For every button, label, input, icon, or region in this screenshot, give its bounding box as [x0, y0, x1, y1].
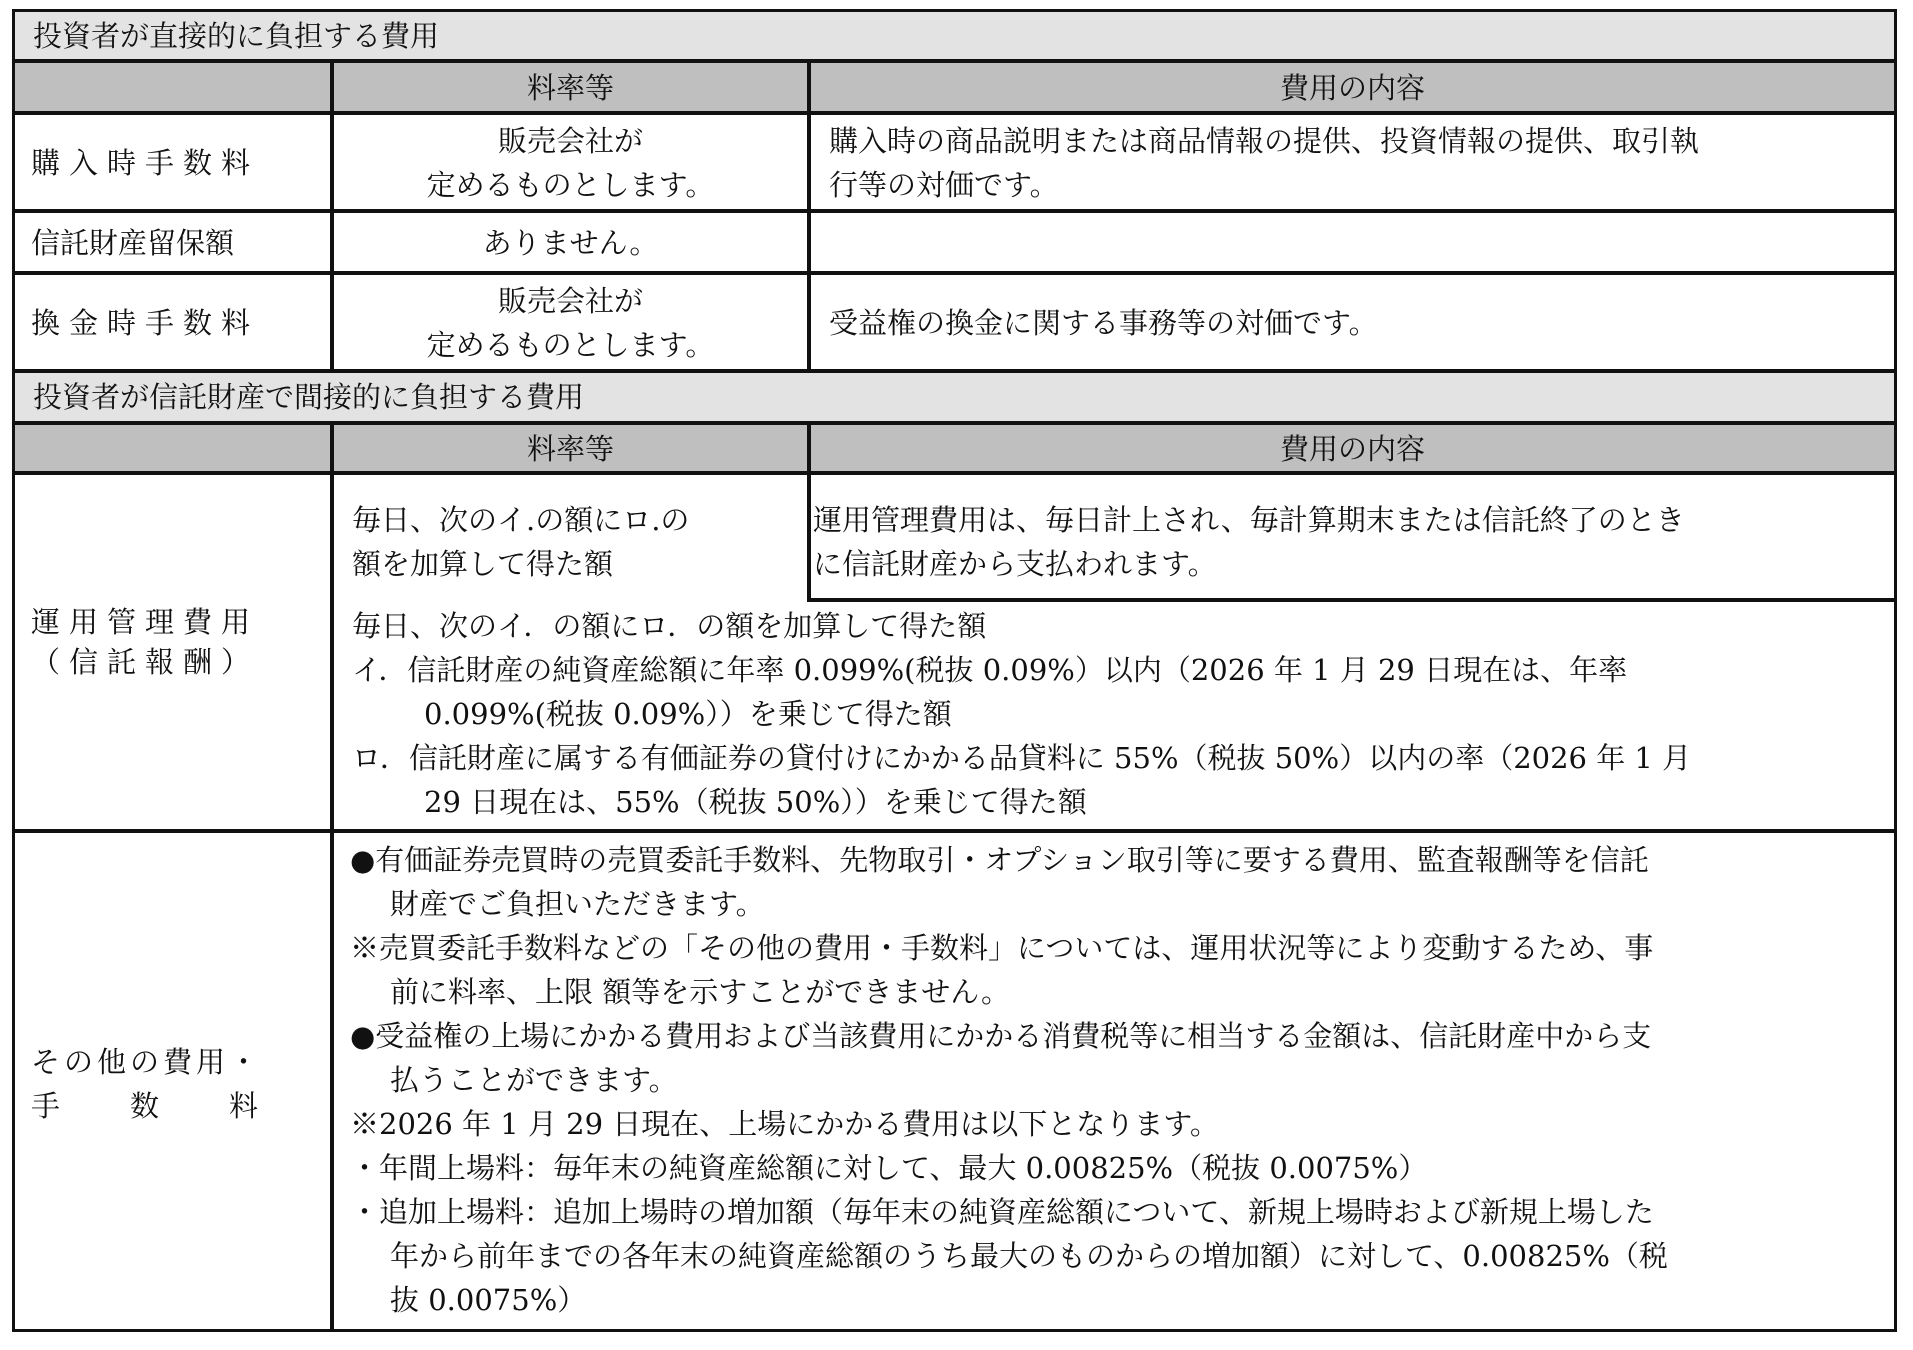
detail-intro: 毎日、次のイ．の額にロ．の額を加算して得た額	[352, 609, 987, 643]
column-header-content	[811, 63, 1894, 112]
divider	[12, 471, 1897, 475]
row-rate-purchase-fee	[334, 115, 807, 210]
content-line: 行等の対価です。	[829, 167, 1059, 202]
row-content-redemption-fee	[811, 275, 1894, 370]
column-divider	[330, 60, 334, 370]
detail-item-i: イ．信託財産の純資産総額に年率 0.099%(税抜 0.09%）以内（2026 年 1 月 29 日現在は、年率	[352, 653, 1628, 687]
content-line: に信託財産から支払われます。	[813, 547, 1217, 581]
section-header-indirect	[15, 373, 1894, 421]
other-fee-line: ・追加上場料：追加上場時の増加額（毎年末の純資産総額について、新規上場時および新規上場した	[350, 1195, 1654, 1229]
column-divider	[330, 422, 334, 1332]
rate-line: 毎日、次のイ.の額にロ.の	[352, 503, 690, 537]
rate-line: 定めるものとします。	[426, 167, 715, 202]
management-fee-detail	[334, 604, 1894, 828]
section-title-direct: 投資者が直接的に負担する費用	[33, 19, 440, 53]
column-divider	[807, 60, 811, 370]
label-text: 換金時手数料	[31, 305, 260, 340]
rate-line: 販売会社が	[497, 123, 643, 158]
content-line: 運用管理費用は、毎日計上され、毎計算期末または信託終了のとき	[813, 503, 1685, 537]
other-fee-line: 払うことができます。	[390, 1063, 678, 1097]
row-label-management-fee	[15, 600, 330, 700]
other-fee-line: ●受益権の上場にかかる費用および当該費用にかかる消費税等に相当する金額は、信託財産中から支	[350, 1019, 1652, 1053]
label-text: 信託財産留保額	[31, 225, 235, 260]
column-header-rate-label: 料率等	[526, 70, 614, 105]
rate-line: 定めるものとします。	[426, 327, 715, 362]
section-header-direct	[15, 12, 1894, 60]
column-header-content	[811, 425, 1894, 472]
column-header-rate	[334, 63, 807, 112]
row-content-other-fees	[334, 838, 1894, 1328]
row-rate-trust-reserve	[334, 213, 807, 272]
other-fee-line: 年から前年までの各年末の純資産総額のうち最大のものからの増加額）に対して、0.00825%（税	[390, 1239, 1668, 1273]
rate-line: 額を加算して得た額	[352, 547, 614, 581]
detail-item-ro: ロ．信託財産に属する有価証券の貸付けにかかる品貸料に 55%（税抜 50%）以内の率（2026 年 1 月	[352, 741, 1692, 775]
row-label-redemption-fee	[15, 275, 330, 370]
rate-line: 販売会社が	[497, 283, 643, 318]
label-text: （信託報酬）	[31, 645, 260, 679]
divider	[12, 829, 1897, 833]
label-text: その他の費用・	[31, 1045, 263, 1079]
other-fee-line: 財産でご負担いただきます。	[390, 887, 765, 921]
column-header-content-label: 費用の内容	[1279, 70, 1425, 105]
row-label-other-fees	[15, 1040, 330, 1140]
row-rate-redemption-fee	[334, 275, 807, 370]
column-divider	[807, 422, 811, 602]
row-content-purchase-fee	[811, 115, 1894, 210]
row-content-trust-reserve	[811, 213, 1894, 272]
divider	[807, 598, 1897, 602]
content-line: 受益権の換金に関する事務等の対価です。	[829, 305, 1378, 340]
rate-line: ありません。	[482, 225, 659, 260]
detail-item-i-cont: 0.099%(税抜 0.09%））を乗じて得た額	[424, 697, 952, 731]
column-header-blank	[15, 425, 330, 472]
column-header-blank	[15, 63, 330, 112]
column-header-rate-label: 料率等	[526, 431, 614, 466]
row-label-purchase-fee	[15, 115, 330, 210]
column-header-content-label: 費用の内容	[1279, 431, 1425, 466]
column-header-rate	[334, 425, 807, 472]
other-fee-line: ※2026 年 1 月 29 日現在、上場にかかる費用は以下となります。	[350, 1107, 1219, 1141]
detail-item-ro-cont: 29 日現在は、55%（税抜 50%））を乗じて得た額	[424, 785, 1087, 819]
other-fee-line: ●有価証券売買時の売買委託手数料、先物取引・オプション取引等に要する費用、監査報酬等を信託	[350, 843, 1649, 877]
label-text: 手 数 料	[31, 1089, 263, 1123]
row-rate-management-fee	[334, 498, 807, 593]
label-text: 運用管理費用	[31, 605, 260, 639]
section-title-indirect: 投資者が信託財産で間接的に負担する費用	[33, 380, 585, 414]
other-fee-line: ※売買委託手数料などの「その他の費用・手数料」については、運用状況等により変動するため、事	[350, 931, 1654, 965]
other-fee-line: ・年間上場料：毎年末の純資産総額に対して、最大 0.00825%（税抜 0.0075%）	[350, 1151, 1428, 1185]
other-fee-line: 前に料率、上限 額等を示すことができません。	[390, 975, 1010, 1009]
row-label-trust-reserve	[15, 213, 330, 272]
content-line: 購入時の商品説明または商品情報の提供、投資情報の提供、取引執	[829, 123, 1700, 158]
other-fee-line: 抜 0.0075%）	[390, 1283, 587, 1317]
label-text: 購入時手数料	[31, 145, 260, 180]
row-content-management-fee	[811, 498, 1894, 593]
